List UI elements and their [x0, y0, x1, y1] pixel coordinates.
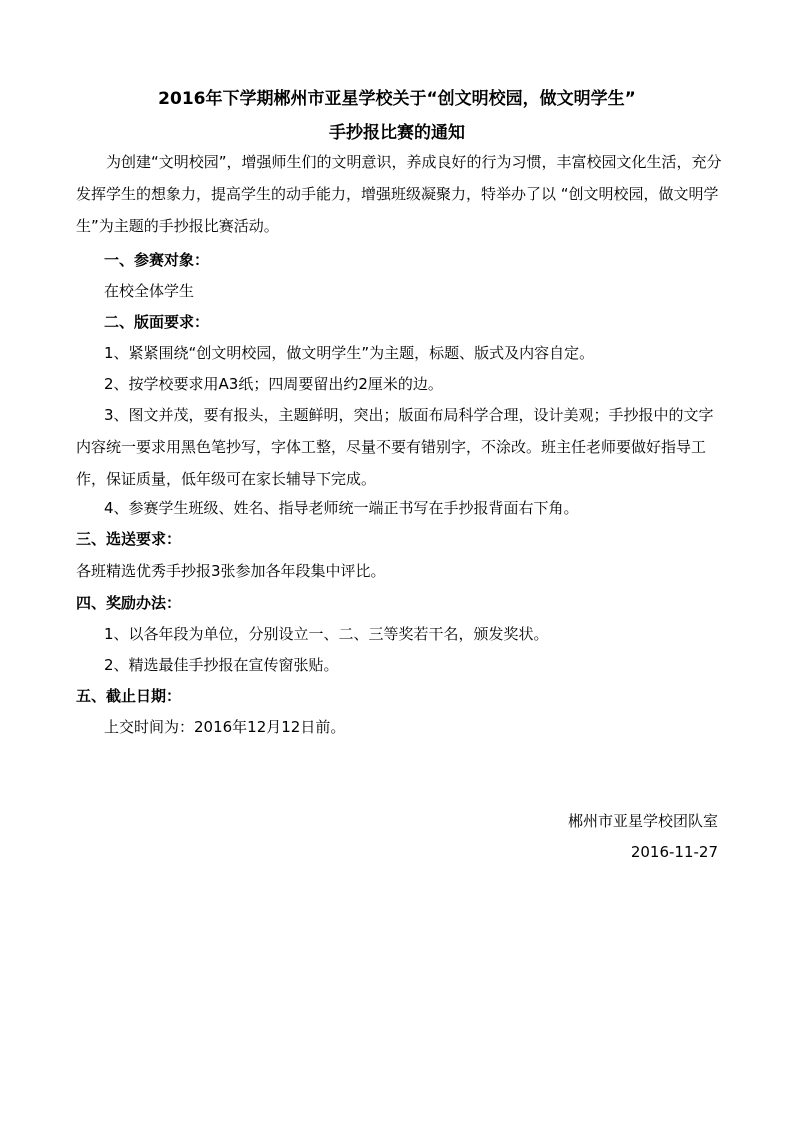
section-2-item-4: 4、参赛学生班级、姓名、指导老师统一端正书写在手抄报背面右下角。 — [104, 499, 579, 517]
document-title-line-2: 手抄报比赛的通知 — [329, 123, 465, 143]
section-3-heading: 三、选送要求： — [76, 530, 182, 548]
section-1-heading: 一、参赛对象： — [104, 251, 210, 269]
section-4-item-1: 1、以各年段为单位，分别设立一、二、三等奖若干名，颁发奖状。 — [104, 625, 549, 643]
section-2-item-2: 2、按学校要求用A3纸；四周要留出约2厘米的边。 — [104, 375, 443, 393]
section-2-item-3: 3、图文并茂，要有报头，主题鲜明，突出；版面布局科学合理，设计美观；手抄报中的文字内容统一要求用黑色笔抄写，字体工整，尽量不要有错别字，不涂改。班主任老师要做好指导工作，保证质量，低年级可在家长辅导下完成。 — [76, 406, 714, 488]
section-2-heading: 二、版面要求： — [104, 313, 210, 331]
section-4-heading: 四、奖励办法： — [76, 594, 182, 612]
section-3-body: 各班精选优秀手抄报3张参加各年段集中评比。 — [76, 562, 386, 580]
section-4-item-2: 2、精选最佳手抄报在宣传窗张贴。 — [104, 656, 339, 674]
signature-date: 2016-11-27 — [630, 843, 718, 861]
document-title-line-1: 2016年下学期郴州市亚星学校关于“创文明校园，做文明学生” — [158, 89, 636, 109]
signature-organization: 郴州市亚星学校团队室 — [567, 812, 718, 830]
intro-paragraph: 为创建“文明校园”，增强师生们的文明意识，养成良好的行为习惯，丰富校园文化生活，充分发挥学生的想象力，提高学生的动手能力，增强班级凝聚力，特举办了以 “创文明校园，做文明学生”为主题的手抄报比赛活动。 — [76, 153, 722, 235]
section-2-item-1: 1、紧紧围绕“创文明校园，做文明学生”为主题，标题、版式及内容自定。 — [104, 344, 595, 362]
section-5-heading: 五、截止日期： — [76, 687, 182, 705]
section-1-body: 在校全体学生 — [104, 282, 195, 300]
section-5-body: 上交时间为：2016年12月12日前。 — [104, 718, 346, 736]
